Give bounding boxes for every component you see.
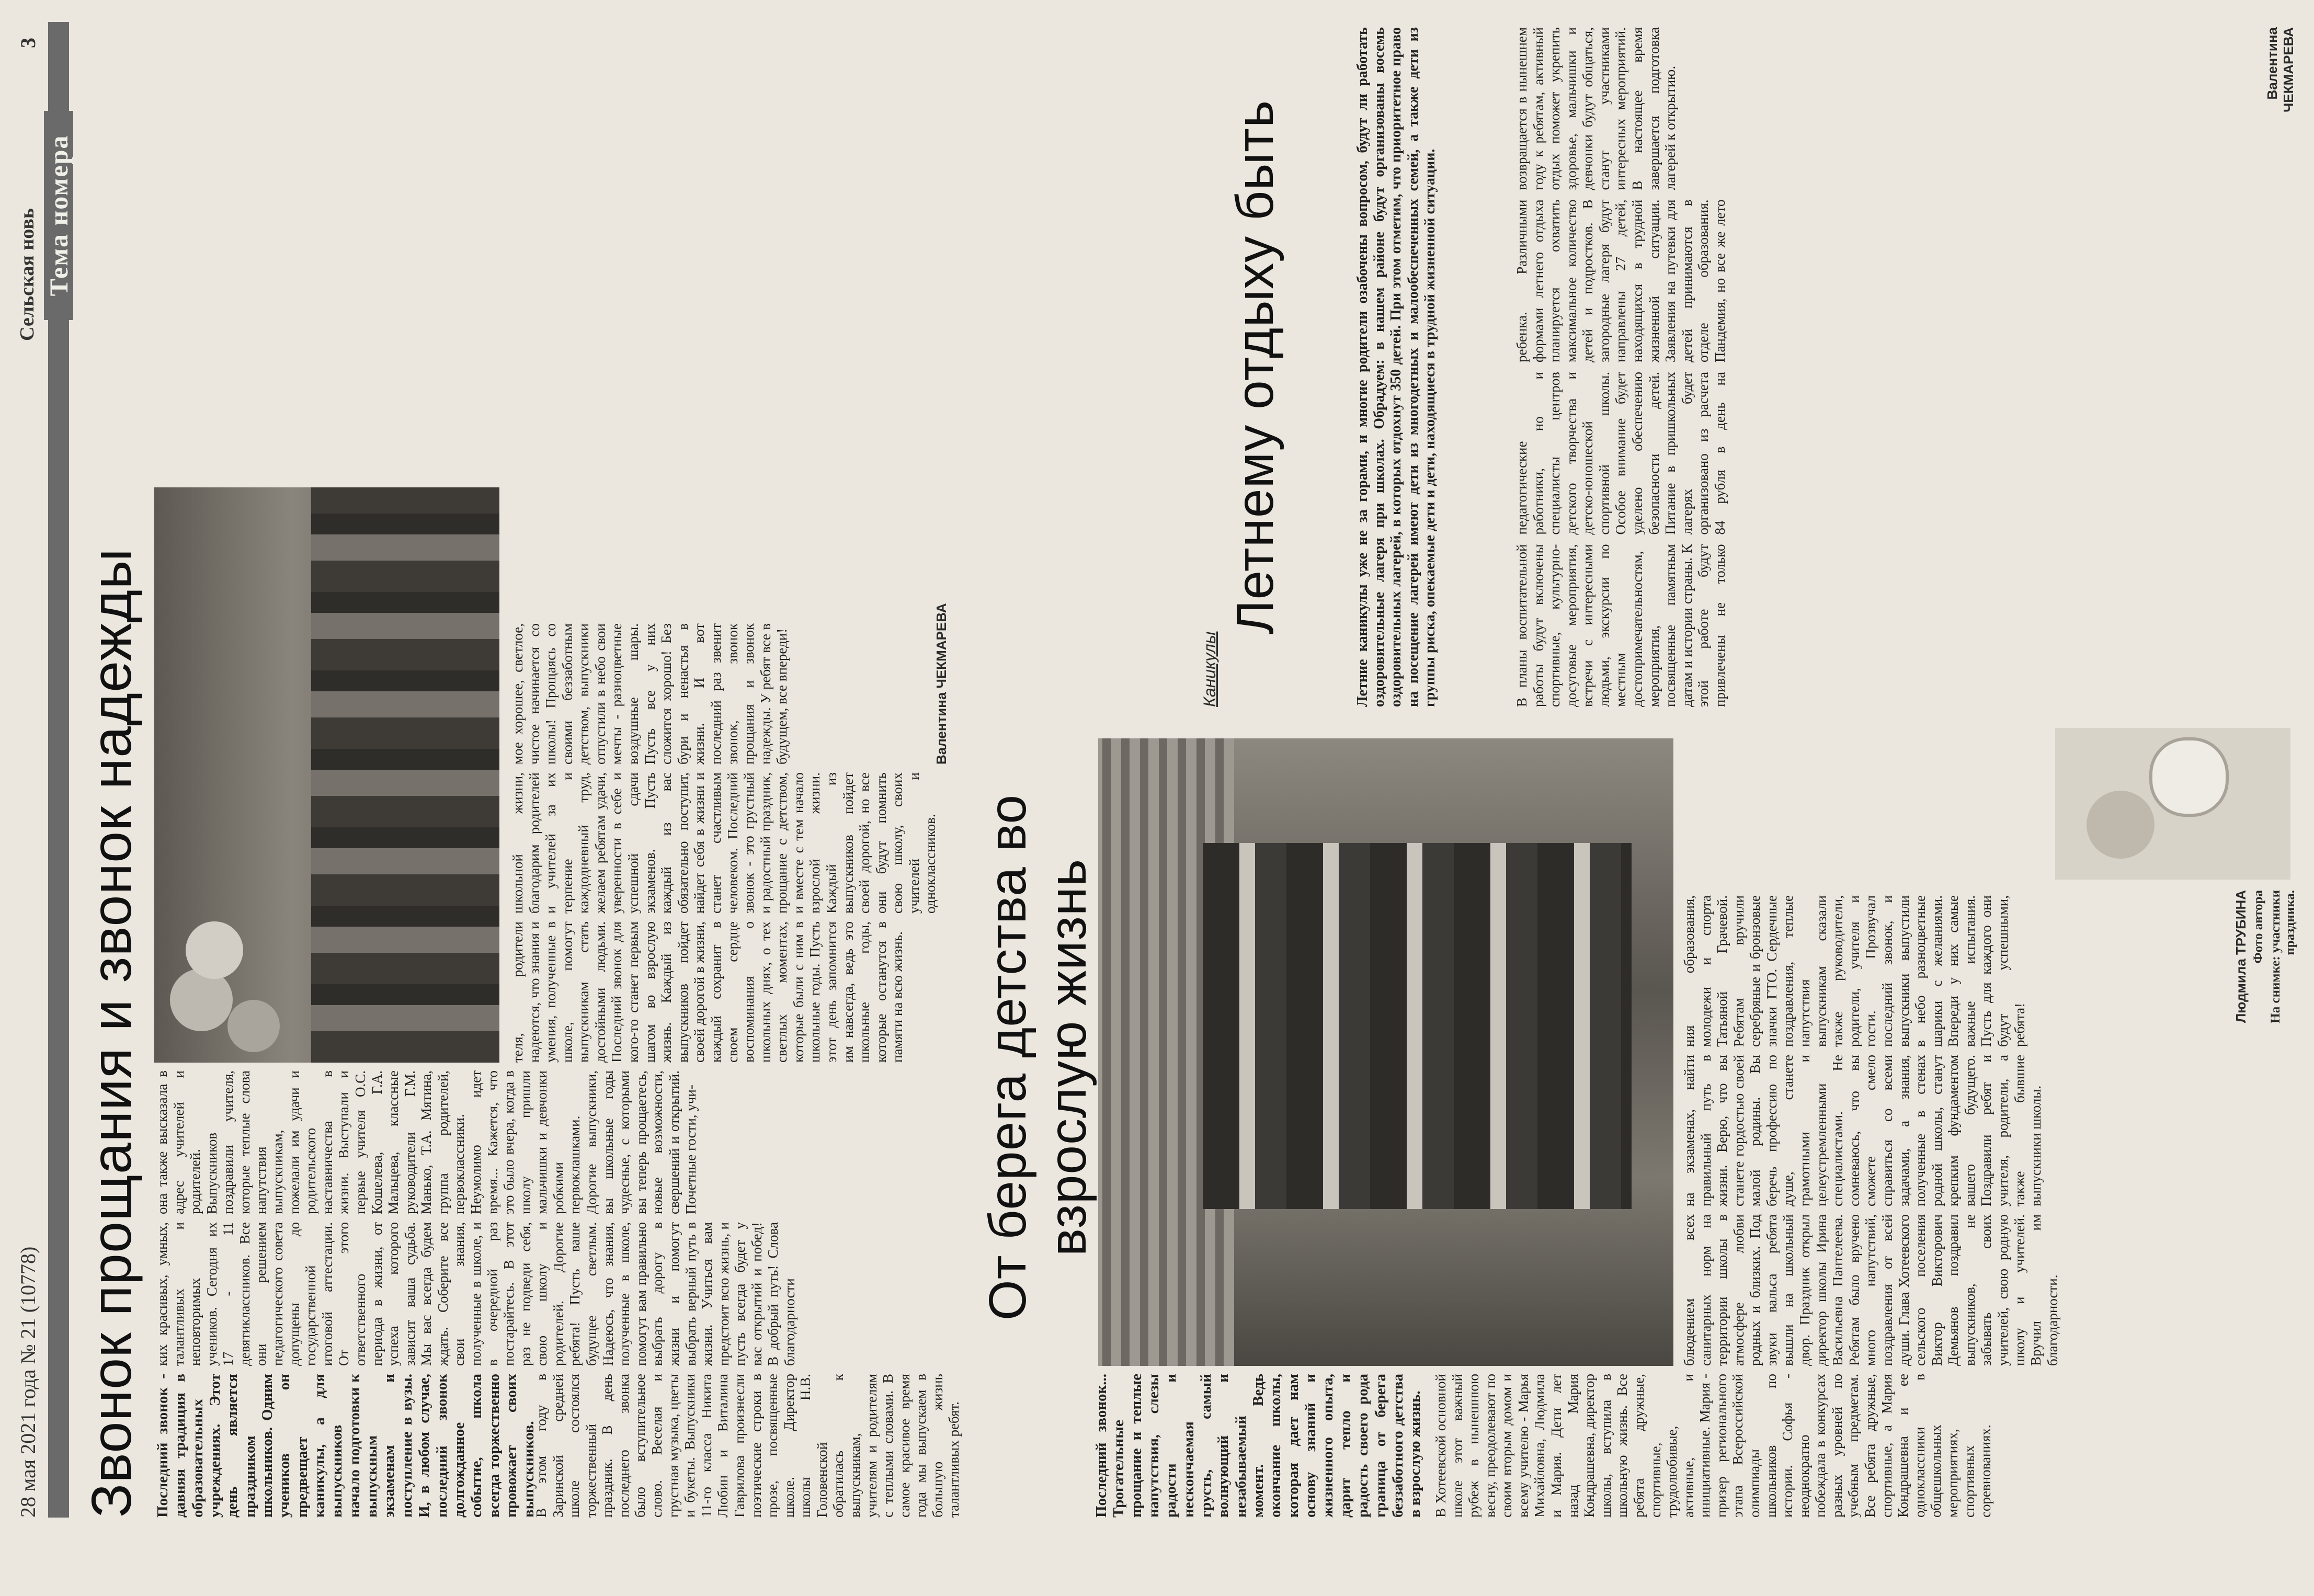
- article2-col3: на экзаменах, найти правильный путь в жизни. Верю, что вы станете гордостью своей малой родины. Вы беречь профессию по душе, станете грамотными и целеустремленными специалистами. Не сомневаюсь, что вы сможете смело справиться со всеми задачами, а знания, полученные в стенах родной школы, станут крепким фундаментом вашего будущего. Поздравили ребят и учителя, родители, а также бывшие выпускники школы.: [1681, 1055, 2044, 1206]
- group-photo: [1098, 738, 1673, 1366]
- article1-col2: ких красивых, умных, талантливых и неповторимых учеников. Сегодня их 17 - 11 девятиклассников. Все они решением педагогического совета допущены до государственной итоговой аттестации. От этого ответственного периода в жизни, от успеха которого зависит ваша судьба. Мы вас всегда будем ждать. Соберите все свои знания, полученные в школе, и в очередной раз постарайтесь. В этот раз не подведи себя, свою школу и родителей. Дорогие ребята! Пусть ваше будущее светлым. Надеюсь, что знания, полученные в школе, помогут вам правильно выбрать дорогу в жизни и помогут выбрать верный путь в жизни. Учиться вам предстоит всю жизнь, и пусть всегда будет у вас открытий и побед! В добрый путь! Слова благодарности: [154, 1222, 797, 1366]
- article1-col3: она также высказала в адрес учителей и родителей. Выпускников поздравили учителя, которые теплые слова напутствия выпускникам, пожелали им удачи и родительского наставничества в жизни. Выступали и первые учителя О.С. Кошелева, Г.А. Мальцева, классные руководители Г.М. Манько, Т.А. Мятина, группа родителей, первоклассники. Неумолимо идет время... Кажется, что это было вчера, когда в школу пришли мальчишки и девчонки робкими первоклашками. Дорогие выпускники, вы школьные годы чудесные, с которыми вы теперь прощаетесь, новые возможности, свершений и открытий. Почетные гости, учи-: [154, 1070, 699, 1214]
- article3-body: В планы воспитательной работы будут включены спортивные, культурно-досуговые мероприятия, встречи с интересными людьми, экскурсии по местным достопримечательностям, мероприятия, посвященные памятным датам и истории страны. К этой работе будут привлечены не только педагогические работники, но и специалисты центров детского творчества и детско-юношеской спортивной школы. Особое внимание будет уделено обеспечению безопасности детей. Питание в пришкольных лагерях будет организовано из расчета 84 рубля в день на ребенка. Различными формами летнего отдыха планируется охватить максимальное количество детей и подростков. В загородные лагеря будут направлены 27 детей, находящихся в трудной жизненной ситуации. Заявления на путевки для детей принимаются в отделе образования. Пандемия, но все же лето возвращается в нынешнем году к ребятам, активный отдых поможет укрепить здоровье, мальчишки и девчонки будут общаться, станут участниками интересных мероприятий. В настоящее время завершается подготовка лагерей к открытию.: [1514, 27, 1728, 707]
- sun-shape: [2149, 737, 2229, 817]
- article1-col4: теля, родители надеются, что знания и умения, полученные в школе, помогут выпускникам стать достойными людьми. Последний звонок для кого-то станет первым шагом во взрослую жизнь. Каждый из выпускников пойдет своей дорогой в жизни, каждый сохранит в своем сердце воспоминания о школьных днях, о тех светлых моментах, которые были с ним в школьные годы. Пусть этот день запомнится им навсегда, ведь это школьные годы, которые останутся в памяти на всю жизнь.: [510, 921, 906, 1063]
- article2-caption-author: Людмила ТРУБИНА: [2233, 890, 2249, 1023]
- article1-lead: Последний звонок - давняя традиция в образовательных учреждениях. Этот день является праздником школьников. Одним учеников он предвещает каникулы, а для выпускников начало подготовки к выпускным экзаменам и поступление в вузы. И, в любом случае, последний звонок долгожданное событие, школа всегда торжественно провожает своих выпускников.: [154, 1374, 538, 1518]
- rubric-bar: [44, 22, 73, 1518]
- balloon-shape: [170, 968, 233, 1031]
- cartoon-face: [2212, 801, 2275, 864]
- page-number: 3: [16, 38, 40, 48]
- balloon-shape: [227, 1000, 280, 1052]
- article1-title: Звонок прощания и звонок надежды: [79, 548, 143, 1518]
- cartoon-face: [2087, 791, 2155, 859]
- article2-title: От берега детства во взрослую жизнь: [978, 794, 1097, 1321]
- rubric-label: Тема номера: [44, 111, 73, 320]
- people-group: [1203, 843, 1632, 1209]
- article2-col4: ния образования, молодежи и спорта Татьяной Грачевой. Ребятам вручили серебряные и бронзовые значки ГТО. Сердечные поздравления, теплые напутствия выпускникам сказали также руководители, родители, учителя и гости. Прозвучал последний звонок, и выпускники выпустили в небо разноцветные шарики с желаниями. Впереди у них самые важные испытания. Пусть для каждого они будут успешными, ребята!: [1681, 895, 2027, 1047]
- article3-author: Валентина ЧЕКМАРЕВА: [2264, 27, 2296, 112]
- children-cartoon-illustration: [2055, 728, 2290, 880]
- article1-col1: В этом году в Заринской средней школе состоялся торжественный праздник. В день последнего звонка было вступительное слово. Веселая и грустная музыка, цветы и букеты. Выпускники 11-го класса Никита Любин и Виталина Гаврилова произнесли поэтические строки в прозе, посвященные школе. Директор школы Н.В. Головенской обратилась к выпускникам, учителям и родителям с теплыми словами. В самое красивое время года мы выпускаем в большую жизнь талантливых ребят.: [533, 1374, 962, 1518]
- issue-date: 28 мая 2021 года № 21 (10778): [16, 1246, 40, 1518]
- people-row: [311, 487, 499, 1063]
- article1-author: Валентина ЧЕКМАРЕВА: [933, 603, 949, 765]
- article1-col6: мое хорошее, светлое, чистое начинается со школы! Прощаясь со своими беззаботным детством, выпускники отпустили в небо свои мечты - разноцветные воздушные шары. Пусть все у них сложится хорошо! Без бури и ненастья в жизни. И вот последний раз звенит звонок, звонок прощания и звонок надежды. У ребят все в будущем, все впереди!: [510, 623, 790, 765]
- balloon-shape: [186, 921, 243, 979]
- article3-lead: Летние каникулы уже не за горами, и многие родители озабочены вопросом, будут ли работать оздоровительные лагеря при школах. Обрадуем: в нашем районе будут организованы восемь оздоровительных лагерей, в которых отдохнут 350 детей. При этом отметим, что приоритетное право на посещение лагерей имеют дети из многодетных и малообеспеченных семей, а также дети из группы риска, опекаемые дети и дети, находящиеся в трудной жизненной ситуации.: [1354, 27, 1438, 707]
- article3-title: Летнему отдыху быть: [1226, 99, 1284, 635]
- article2-caption-photo: Фото автора: [2251, 890, 2265, 964]
- article2-lead: Последний звонок... Трогательные прощание и теплые напутствия, слезы радости и нескончаемая грусть, самый волнующий и незабываемый момент. Ведь окончание школы, которая дает нам основу знаний и жизненного опыта, дарит тепло и радость своего рода граница от берега беззаботного детства в взрослую жизнь.: [1093, 1374, 1424, 1518]
- article2-col2: блюдением всех санитарных норм на территории школы в атмосфере любви родных и близких. Под звуки вальса ребята вышли на школьный двор. Праздник открыл директор школы Ирина Васильевна Пантелеева. Ребятам было вручено много напутствий, поздравления от всей души. Глава Хотеевского сельского поселения Виктор Викторович Демьянов поздравил выпускников, не забывать своих учителей, свою родную школу и учителей. Вручил им благодарности.: [1681, 1214, 2060, 1366]
- graduates-balloons-photo: [154, 487, 499, 1063]
- article1-col5: школьной жизни, благодарим родителей и учителей за их терпение и каждодневный труд, желаем ребятам удачи, уверенности в себе и успешной сдачи экзаменов. Пусть каждый из вас обязательно поступит, найдет себя в жизни и станет счастливым человеком. Последний звонок - это грустный и радостный праздник, прощание с детством, и вместе с тем начало взрослой жизни. Каждый из выпускников пойдет своей дорогой, но все они будут помнить свою школу, своих учителей и одноклассников.: [510, 772, 939, 914]
- paper-name: Сельская новь: [16, 208, 38, 341]
- article3-rubric: Каникулы: [1200, 631, 1219, 707]
- article2-caption-text: На снимке: участники праздника.: [2269, 890, 2297, 1023]
- article2-col1: В Хотеевской основной школе этот важный рубеж в нынешнюю весну, преодолевают по своим вторым домом и всему учителю - Марья Михайловна, Людмила и Мария. Дети лет назад Мария Кондрашевна, директор школы, вступила в школьную жизнь. Все ребята дружные, спортивные, трудолюбивые, активные, и инициативные. Мария - призер регионального этапа Всероссийской олимпиады школьников по истории. Софья - неоднократно побеждала в конкурсах разных уровней по учебным предметам. Все ребята дружные, спортивные, а Мария Кондрашевна и ее одноклассники в общешкольных мероприятиях, спортивных соревнованиях.: [1433, 1374, 1994, 1518]
